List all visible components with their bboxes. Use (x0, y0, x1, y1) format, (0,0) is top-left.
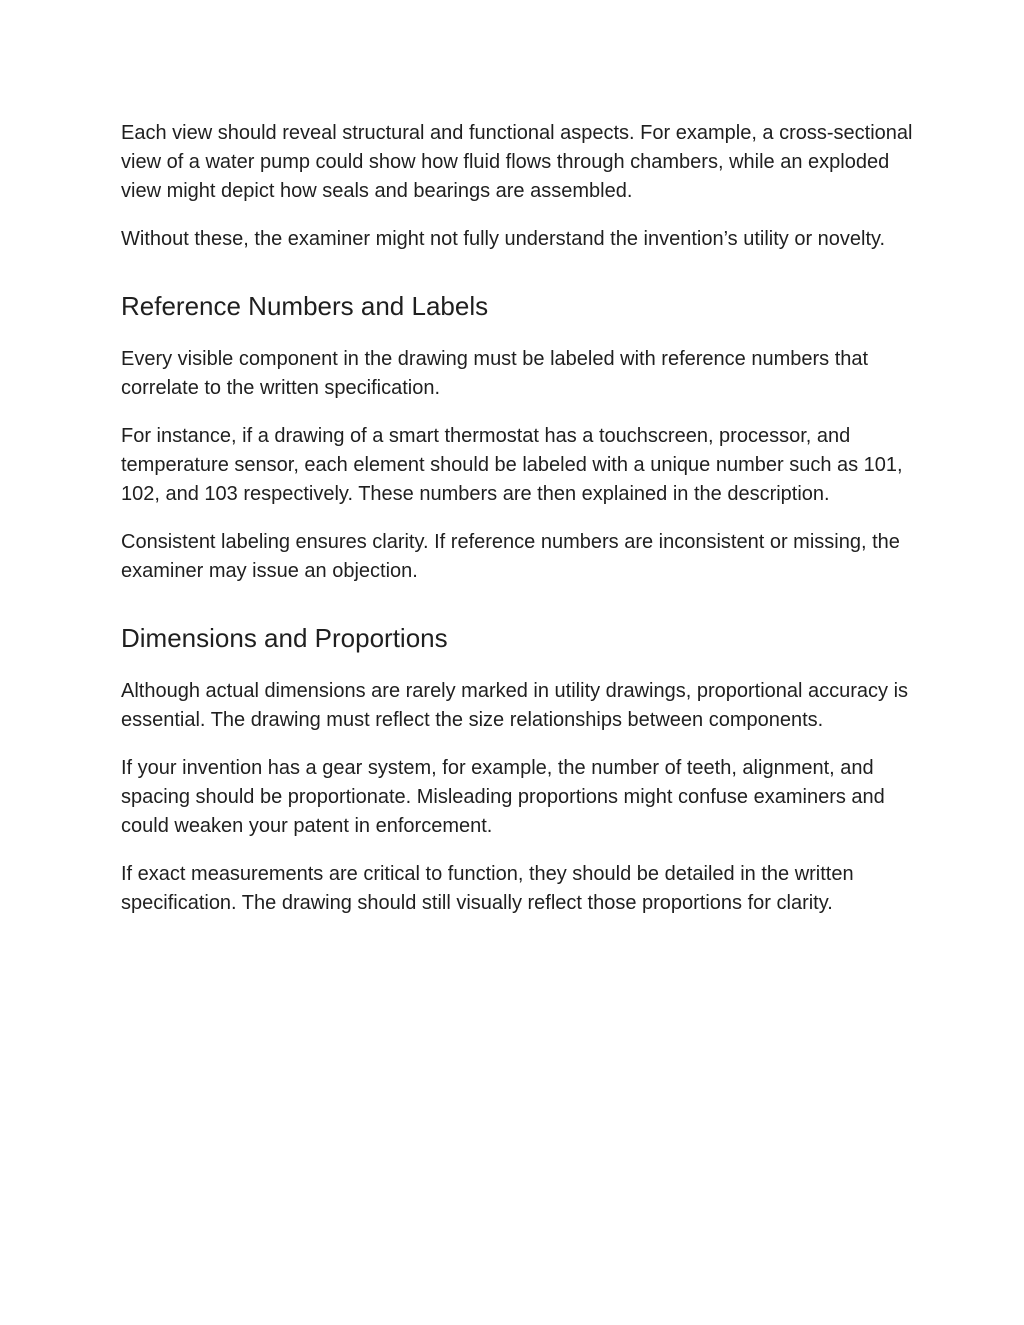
section-body-dimensions (121, 677, 914, 918)
dimensions-paragraph-1: Although actual dimensions are rarely marked in utility drawings, proportional accuracy is essential. The drawing must reflect the size relationships between components. (121, 680, 909, 731)
reference-paragraph-3: Consistent labeling ensures clarity. If reference numbers are inconsistent or missing, the examiner may issue an objection. (121, 531, 900, 582)
dimensions-paragraph-3: If exact measurements are critical to function, they should be detailed in the written specification. The drawing should still visually reflect those proportions for clarity. (121, 863, 854, 914)
section-dimensions (121, 621, 914, 918)
section-heading-dimensions: Dimensions and Proportions (121, 623, 448, 653)
section-reference-numbers (121, 289, 914, 586)
reference-paragraph-2: For instance, if a drawing of a smart thermostat has a touchscreen, processor, and temperature sensor, each element should be labeled with a unique number such as 101, 102, and 103 respectively. These numbers are then explained in the description. (121, 425, 903, 505)
intro-section (121, 119, 914, 254)
intro-paragraph-2: Without these, the examiner might not fully understand the invention’s utility or novelty. (121, 228, 886, 250)
reference-paragraph-1: Every visible component in the drawing must be labeled with reference numbers that correlate to the written specification. (121, 348, 869, 399)
section-body-reference-numbers (121, 345, 914, 586)
dimensions-paragraph-2: If your invention has a gear system, for example, the number of teeth, alignment, and spacing should be proportionate. Misleading proportions might confuse examiners and could weaken your patent in enforcement. (121, 757, 885, 837)
section-heading-reference-numbers: Reference Numbers and Labels (121, 291, 489, 321)
intro-paragraph-1: Each view should reveal structural and functional aspects. For example, a cross-sectional view of a water pump could show how fluid flows through chambers, while an exploded view might depict how seals and bearings are assembled. (121, 122, 913, 202)
